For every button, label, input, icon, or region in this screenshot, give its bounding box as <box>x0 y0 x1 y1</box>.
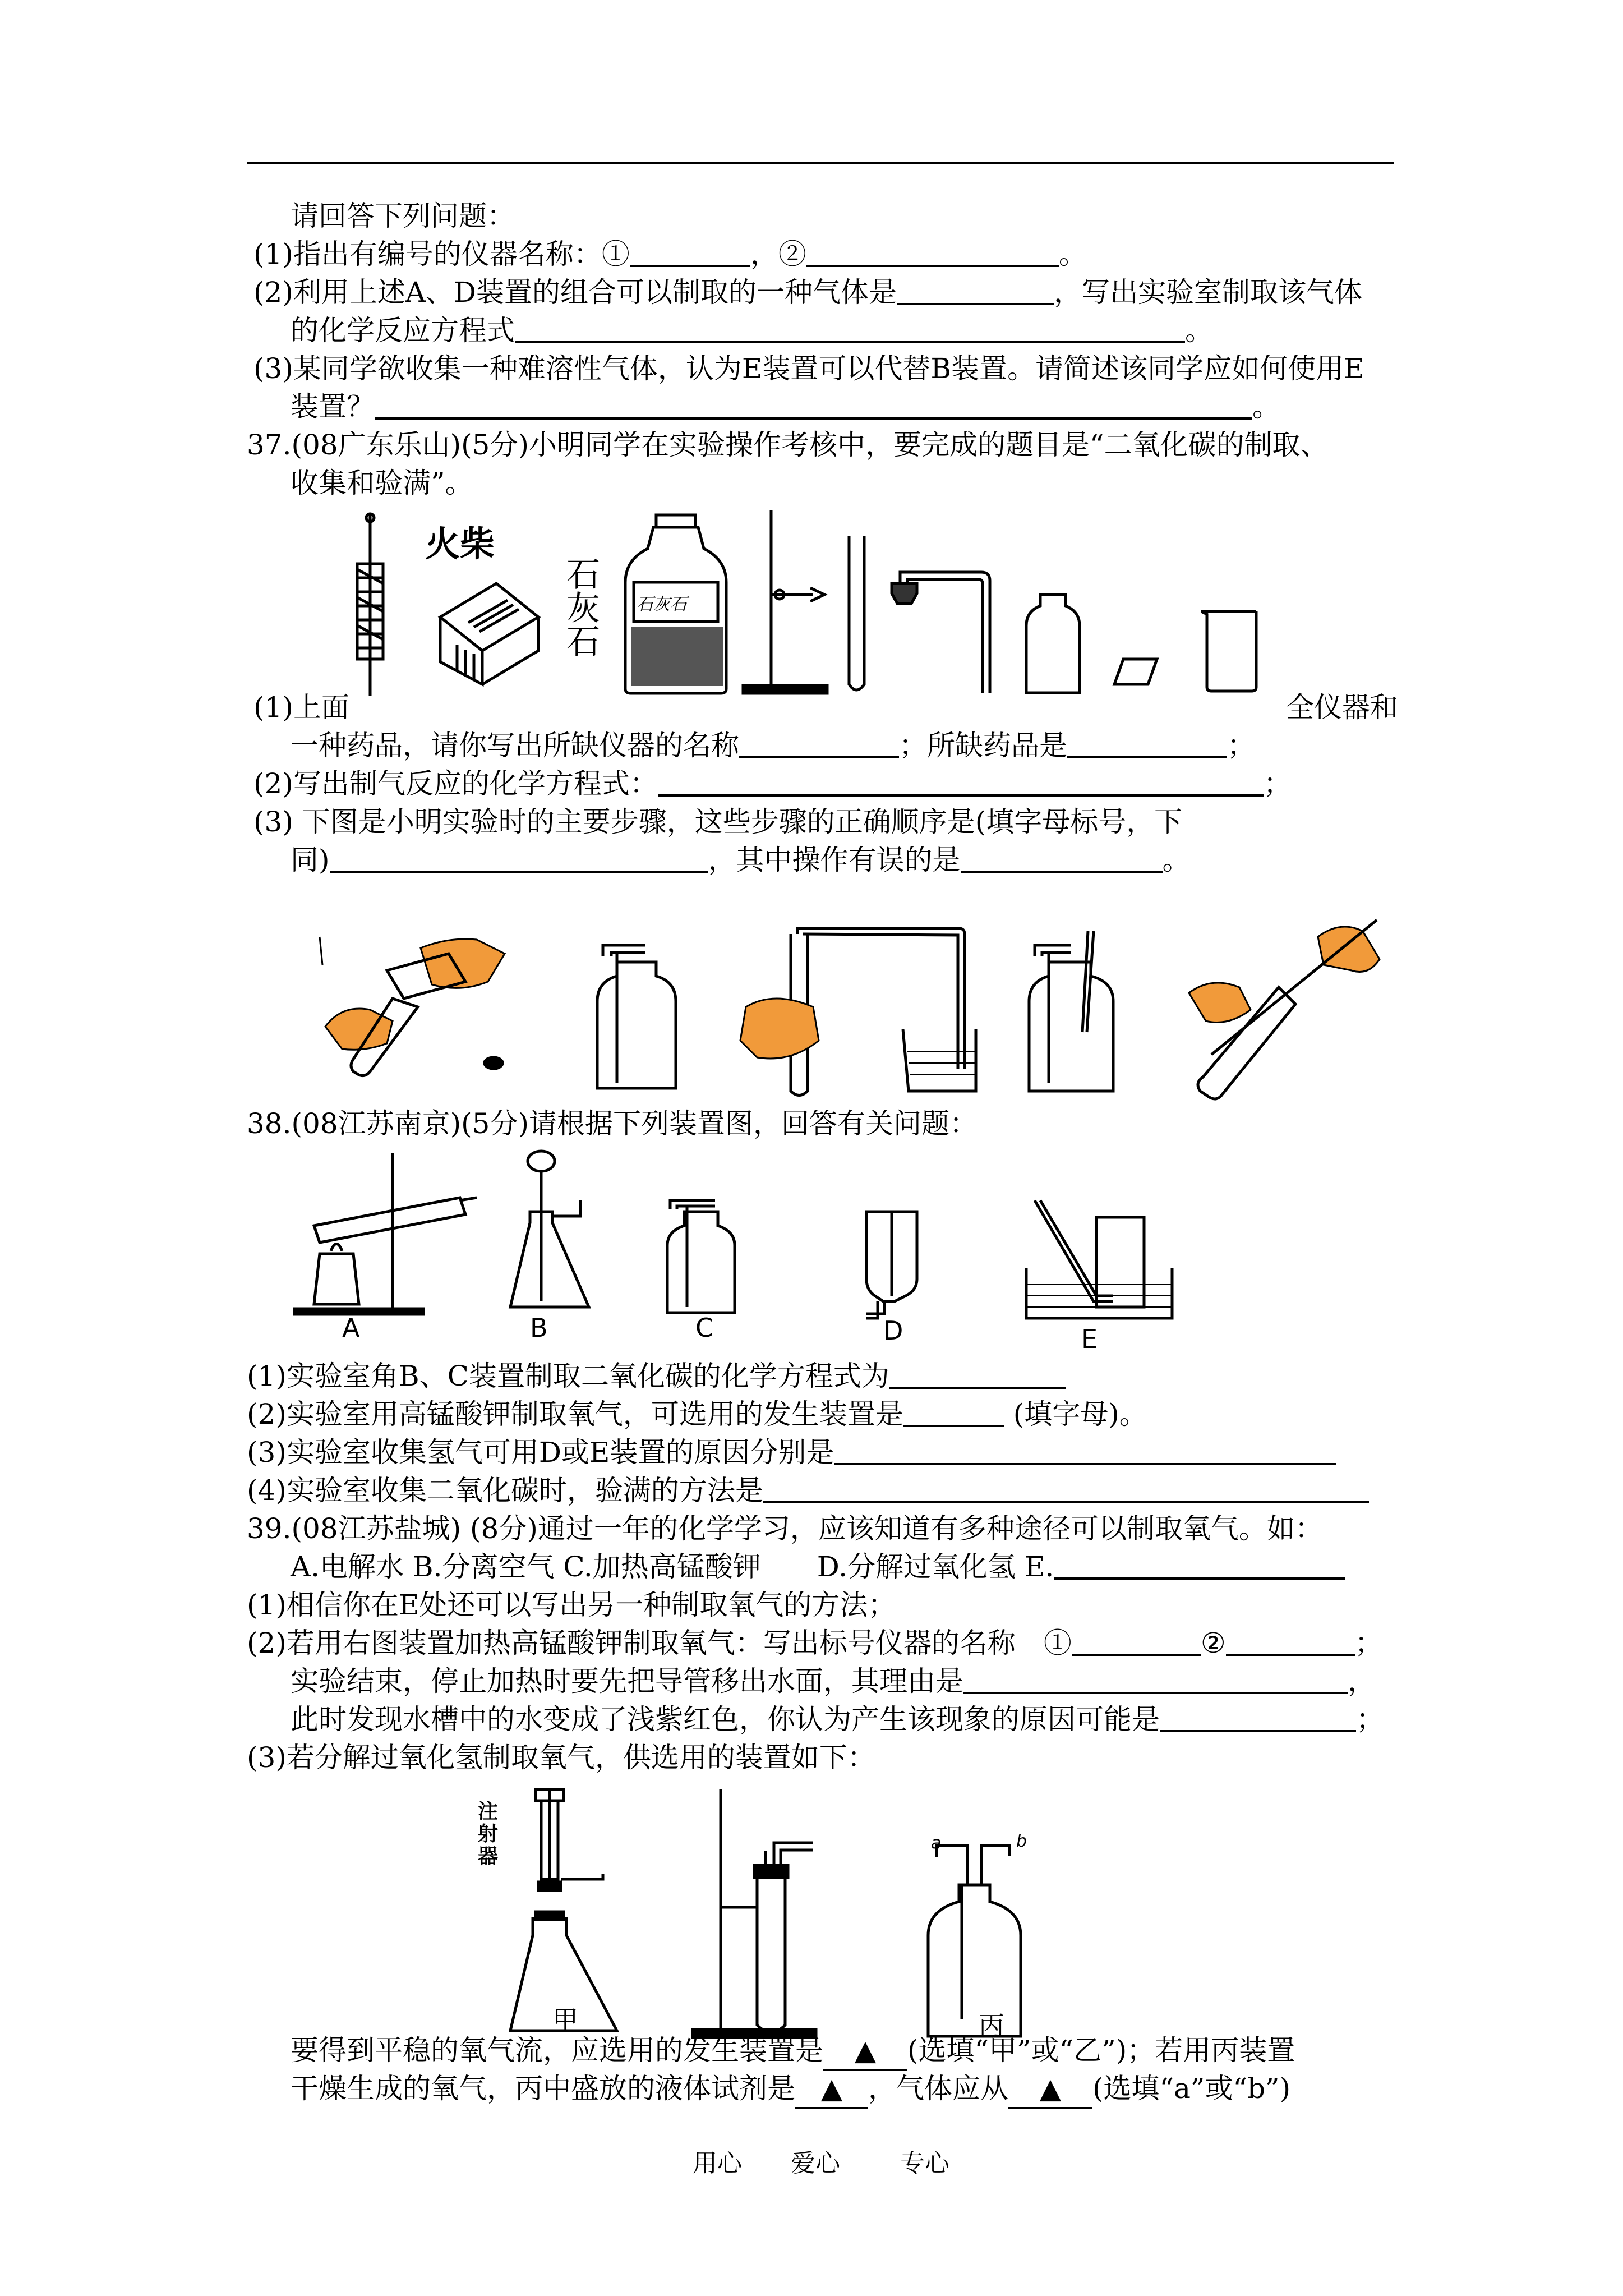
q38-part4: (4)实验室收集二氧化碳时，验满的方法是 <box>247 1472 1369 1509</box>
answer-blank[interactable] <box>834 1436 1336 1465</box>
label-b: B <box>530 1313 548 1343</box>
pouring-liquid-step-figure <box>320 931 510 1080</box>
answer-blank[interactable] <box>330 844 708 873</box>
glass-plate-icon <box>1113 656 1158 687</box>
gas-bottle-icon <box>1023 595 1082 696</box>
answer-blank[interactable] <box>963 1665 1348 1694</box>
port-a-label: a <box>931 1833 942 1853</box>
answer-blank[interactable] <box>630 238 750 267</box>
test-tube-icon <box>847 536 866 696</box>
answer-blank[interactable] <box>903 1398 1004 1427</box>
q36-part3-line2: 装置？ 。 <box>291 390 1280 423</box>
beaker-icon <box>1200 609 1262 693</box>
answer-blank[interactable] <box>1054 1550 1345 1580</box>
iron-stand-icon <box>740 510 836 696</box>
answer-blank[interactable] <box>1072 1627 1201 1656</box>
q39-options: A.电解水 B.分离空气 C.加热高锰酸钾 D.分解过氧化氢 E. <box>291 1548 1345 1585</box>
answer-blank[interactable] <box>515 314 1185 343</box>
label-e: E <box>1081 1324 1098 1354</box>
answer-blank[interactable] <box>961 844 1163 873</box>
test-tube-brush-figure <box>351 513 390 698</box>
q39-fill-line1: 要得到平稳的氧气流，应选用的发生装置是 ▲ (选填“甲”或“乙”)；若用丙装置 <box>291 2032 1295 2071</box>
q37-part3-line2: 同) ，其中操作有误的是 。 <box>291 844 1191 876</box>
q39-fill-line2: 干燥生成的氧气，丙中盛放的液体试剂是 ▲ ，气体应从 ▲ (选填“a”或“b”) <box>291 2070 1290 2109</box>
collecting-gas-step-figure <box>1026 931 1119 1094</box>
q37-part1-start: (1)上面 <box>253 691 349 724</box>
port-b-label: b <box>1016 1832 1027 1851</box>
q38-part1: (1)实验室角B、C装置制取二氧化碳的化学方程式为 <box>247 1358 1066 1395</box>
q37-part1-tail: 全仪器和 <box>1286 691 1398 724</box>
answer-blank[interactable] <box>375 390 1252 420</box>
answer-blank[interactable]: ▲ <box>823 2032 907 2071</box>
delivery-tube-icon <box>889 561 995 696</box>
answer-blank[interactable] <box>806 238 1059 267</box>
q39-part2-line3: 此时发现水槽中的水变成了浅紫红色，你认为产生该现象的原因可能是 ； <box>291 1703 1384 1736</box>
answer-blank[interactable] <box>763 1474 1369 1503</box>
q37-header: 37.(08广东乐山)(5分)小明同学在实验操作考核中，要完成的题目是“二氧化碳的制取、 <box>247 429 1329 461</box>
footer-text: 专心 <box>900 2149 949 2178</box>
answer-blank[interactable] <box>1226 1627 1355 1656</box>
q36-part1: (1)指出有编号的仪器名称：① ，② 。 <box>253 238 1087 270</box>
apparatus-c-gas-bottle <box>665 1198 737 1315</box>
q36-part2: (2)利用上述A、D装置的组合可以制取的一种气体是 ，写出实验室制取该气体 <box>253 276 1363 309</box>
footer-text: 爱心 <box>791 2149 840 2178</box>
answer-blank[interactable] <box>739 729 899 758</box>
intro-text: 请回答下列问题： <box>291 200 515 232</box>
answer-blank[interactable] <box>897 276 1054 305</box>
syringe-label: 注 射 器 <box>478 1800 499 1868</box>
apparatus-d-inverted-bottle <box>861 1206 923 1321</box>
q37-part1-line2: 一种药品，请你写出所缺仪器的名称 ；所缺药品是 ； <box>291 729 1255 762</box>
answer-blank[interactable]: ▲ <box>1008 2070 1092 2109</box>
adding-solid-step-figure <box>1183 914 1396 1105</box>
q39-part2-line2: 实验结束，停止加热时要先把导管移出水面，其理由是 ， <box>291 1665 1376 1697</box>
gas-bottle-with-tube-step-figure <box>594 931 679 1094</box>
label-d: D <box>883 1315 903 1346</box>
q37-part2: (2)写出制气反应的化学方程式： ； <box>253 767 1292 800</box>
label-c: C <box>695 1313 714 1343</box>
q37-header-line2: 收集和验满”。 <box>291 467 473 499</box>
apparatus-b-flask-funnel <box>508 1150 592 1313</box>
apparatus-a-heating-tube <box>292 1153 482 1315</box>
header-rule <box>247 162 1394 164</box>
matches-label: 火柴 <box>425 523 495 564</box>
q39-part3: (3)若分解过氧化氢制取氧气，供选用的装置如下： <box>247 1741 875 1774</box>
q39-part1: (1)相信你在E处还可以写出另一种制取氧气的方法； <box>247 1589 896 1621</box>
apparatus-yi-stand-tube <box>690 1789 819 2039</box>
q38-part2: (2)实验室用高锰酸钾制取氧气，可选用的发生装置是 (填字母)。 <box>247 1398 1147 1430</box>
q39-part2: (2)若用右图装置加热高锰酸钾制取氧气：写出标号仪器的名称 ① ② ； <box>247 1627 1383 1659</box>
answer-blank[interactable] <box>1067 729 1227 758</box>
limestone-label: 石 灰 石 <box>566 555 600 662</box>
jar-label: 石灰石 <box>637 595 687 614</box>
footer-text: 用心 <box>693 2149 742 2178</box>
q38-part3: (3)实验室收集氢气可用D或E装置的原因分别是 <box>247 1434 1336 1471</box>
q36-part3: (3)某同学欲收集一种难溶性气体，认为E装置可以代替B装置。请简述该同学应如何使用E <box>253 352 1364 385</box>
q36-part2-line2: 的化学反应方程式 。 <box>291 314 1213 347</box>
label-jia: 甲 <box>552 2005 578 2035</box>
q39-header: 39.(08江苏盐城) (8分)通过一年的化学学习，应该知道有多种途径可以制取氧气。如： <box>247 1512 1323 1545</box>
label-bing: 丙 <box>979 2010 1004 2041</box>
apparatus-e-water-trough <box>1023 1200 1175 1321</box>
airtightness-check-step-figure <box>723 928 976 1097</box>
answer-blank[interactable] <box>889 1360 1066 1389</box>
matchbox-icon <box>435 567 544 687</box>
label-a: A <box>342 1313 360 1343</box>
answer-blank[interactable] <box>658 767 1264 797</box>
answer-blank[interactable]: ▲ <box>795 2070 868 2109</box>
apparatus-jia-flask-syringe <box>508 1789 620 2036</box>
apparatus-bing-drying-bottle <box>925 1840 1023 2039</box>
answer-blank[interactable] <box>1160 1703 1356 1732</box>
q38-header: 38.(08江苏南京)(5分)请根据下列装置图，回答有关问题： <box>247 1107 978 1140</box>
q37-part3: (3) 下图是小明实验时的主要步骤，这些步骤的正确顺序是(填字母标号，下 <box>253 806 1183 838</box>
